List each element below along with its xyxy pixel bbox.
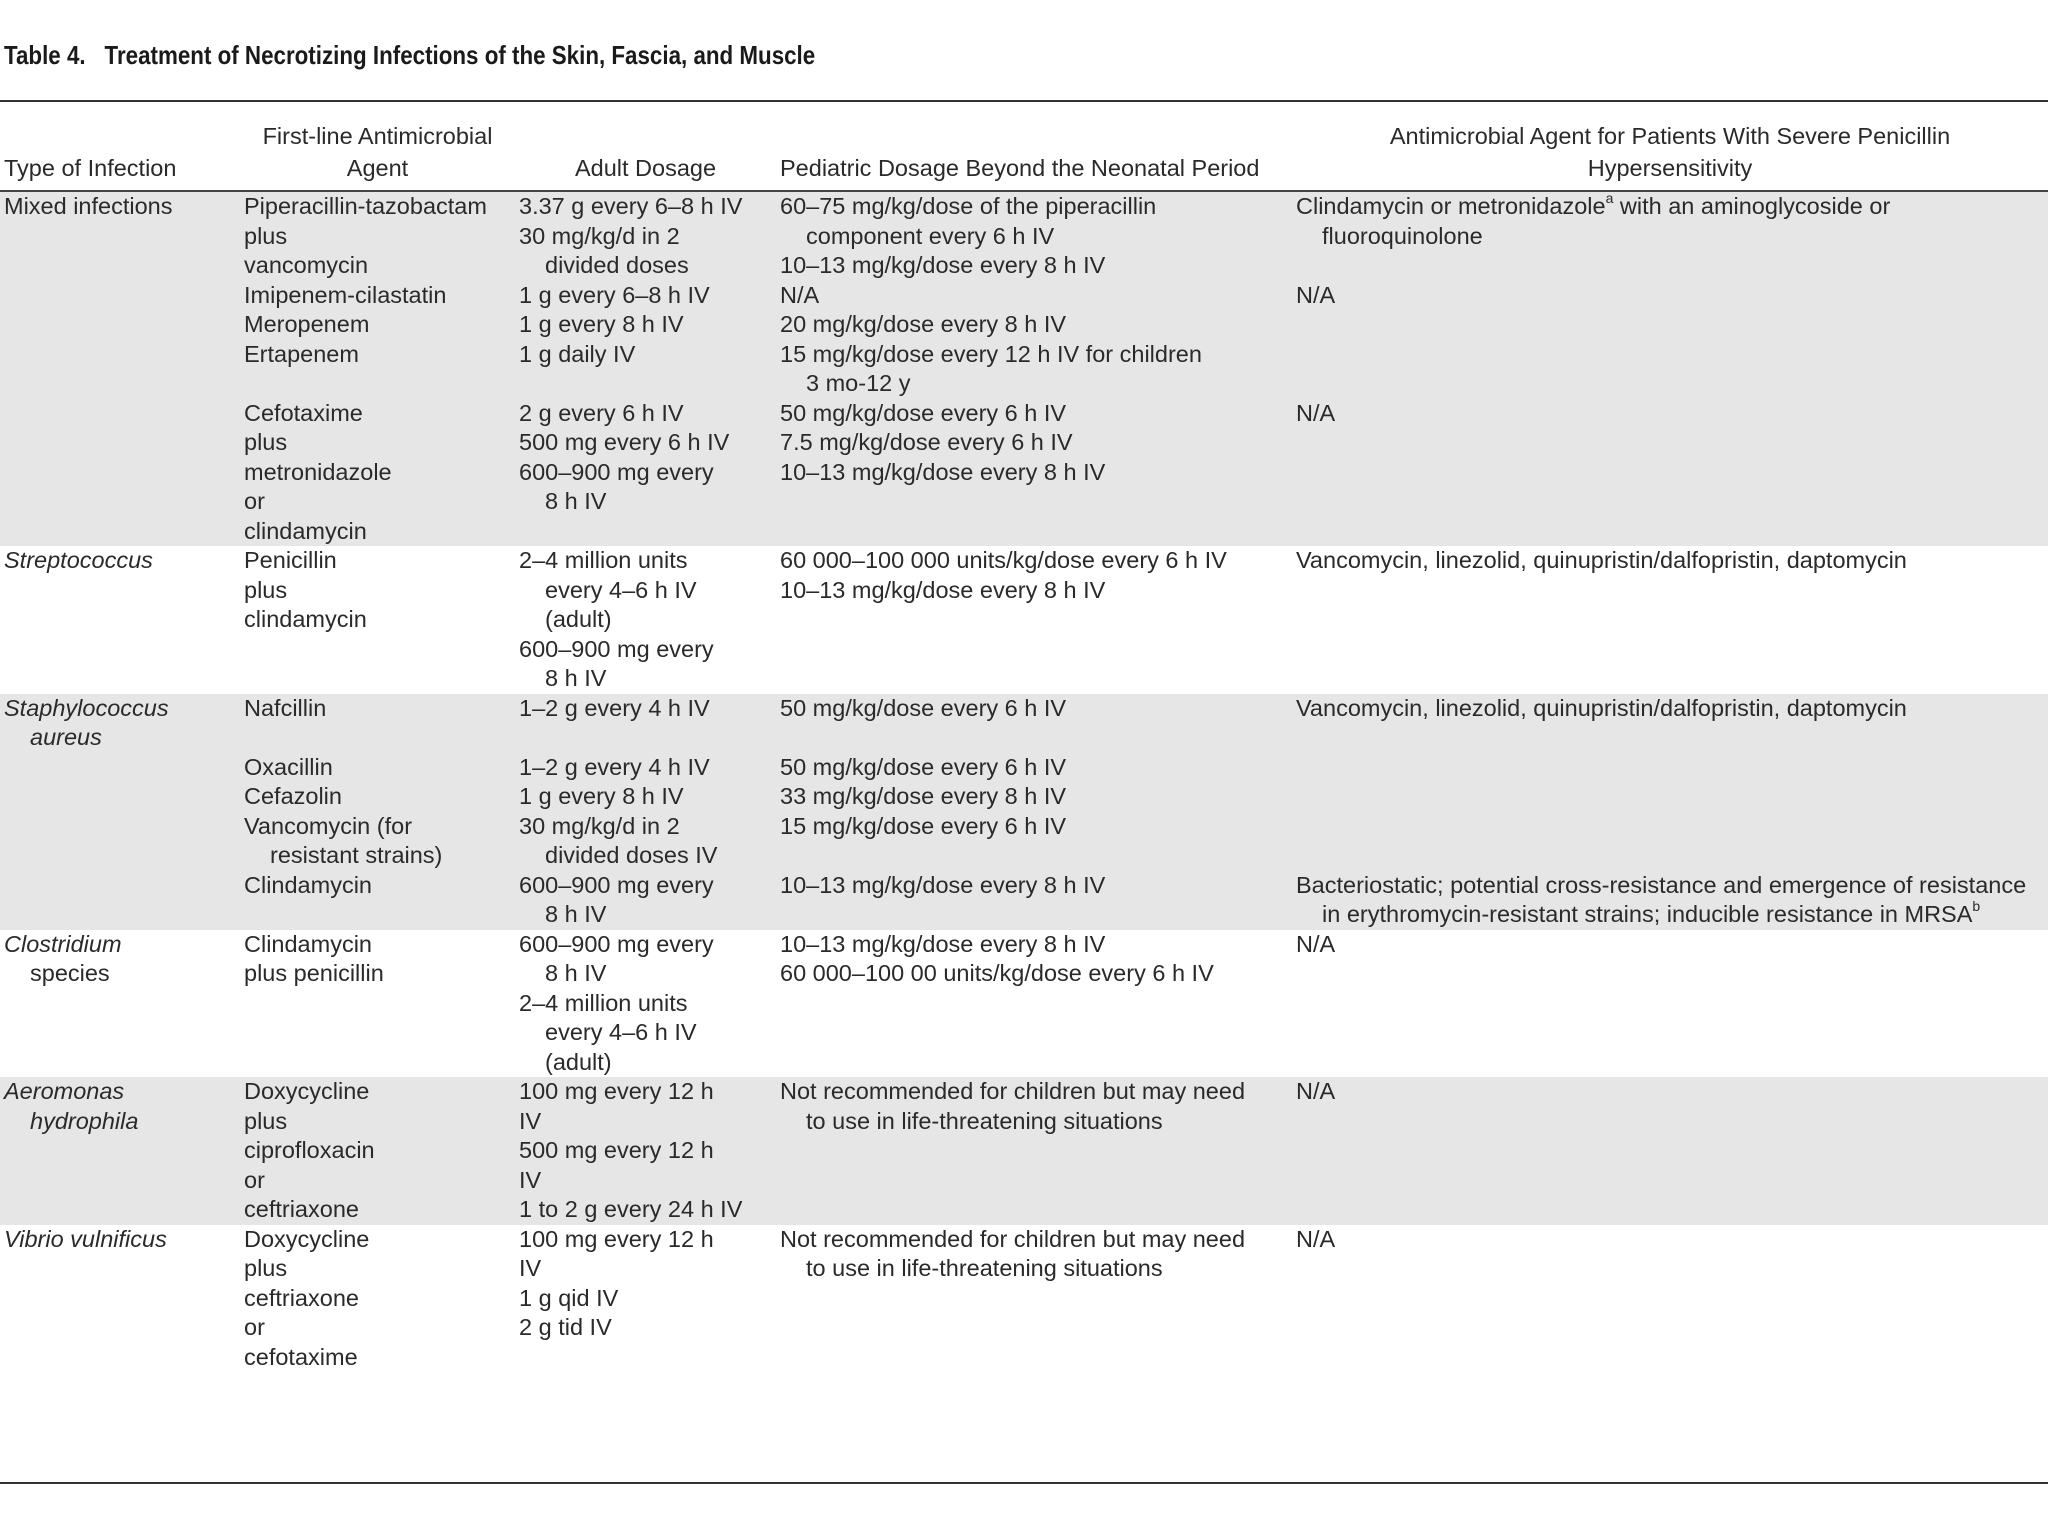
cell-adult-dosage [515, 930, 776, 1078]
cell-line: 2–4 million units [519, 989, 688, 1016]
table-caption: Treatment of Necrotizing Infections of the Skin, Fascia, and Muscle [104, 40, 816, 70]
cell-line: or [244, 1166, 265, 1193]
cell-line: 50 mg/kg/dose every 6 h IV [780, 753, 1067, 780]
header-adult: Adult Dosage [515, 102, 776, 191]
cell-pediatric-dosage [776, 1077, 1292, 1225]
cell-first-line-agent [240, 871, 515, 930]
cell-line: Doxycycline [244, 1225, 370, 1252]
cell-line: 50 mg/kg/dose every 6 h IV [780, 694, 1067, 721]
cell-pediatric-dosage [776, 281, 1292, 311]
cell-line: 10–13 mg/kg/dose every 8 h IV [780, 458, 1106, 485]
cell-first-line-agent [240, 546, 515, 694]
cell-line: vancomycin [244, 252, 369, 278]
cell-line: every 4–6 h IV [545, 1019, 697, 1045]
cell-line: 1 g every 8 h IV [519, 311, 684, 337]
cell-line: Imipenem-cilastatin [244, 281, 447, 308]
cell-adult-dosage [515, 694, 776, 753]
cell-infection-type [0, 930, 240, 1078]
cell-line: Cefotaxime [244, 399, 363, 426]
cell-pediatric-dosage [776, 191, 1292, 281]
cell-line: 8 h IV [545, 488, 607, 514]
cell-line: 3.37 g every 6–8 h IV [519, 193, 743, 219]
cell-adult-dosage [515, 191, 776, 281]
cell-adult-dosage [515, 340, 776, 399]
cell-line: Meropenem [244, 311, 370, 337]
cell-first-line-agent [240, 281, 515, 311]
infection-type-label: Staphylococcus aureus [4, 694, 169, 750]
table-row [0, 546, 2048, 694]
cell-adult-dosage [515, 281, 776, 311]
table-number: Table 4. [4, 40, 86, 70]
cell-adult-dosage [515, 310, 776, 340]
cell-line: resistant strains) [270, 842, 443, 868]
table-row [0, 1225, 2048, 1373]
cell-first-line-agent [240, 694, 515, 753]
cell-line: 8 h IV [545, 665, 607, 691]
cell-pediatric-dosage [776, 399, 1292, 547]
cell-line: to use in life-threatening situations [806, 1107, 1163, 1134]
cell-line: 600–900 mg every [519, 871, 714, 898]
cell-line: fluoroquinolone [1322, 222, 1483, 249]
cell-line: plus penicillin [244, 960, 384, 986]
cell-line: 33 mg/kg/dose every 8 h IV [780, 783, 1067, 809]
header-type: Type of Infection [0, 102, 240, 191]
cell-severe-hypersensitivity [1292, 310, 2048, 340]
cell-line: IV [519, 1107, 542, 1134]
cell-infection-type [0, 399, 240, 547]
cell-line: 60 000–100 000 units/kg/dose every 6 h IV [780, 547, 1227, 573]
cell-line: Vancomycin (for [244, 812, 413, 839]
footnote-marker: a [1605, 190, 1614, 207]
cell-line: 500 mg every 12 h [519, 1137, 714, 1163]
cell-line: 100 mg every 12 h [519, 1225, 714, 1252]
cell-severe-hypersensitivity [1292, 1225, 2048, 1373]
cell-line: every 4–6 h IV [545, 576, 697, 603]
cell-infection-type [0, 191, 240, 281]
cell-line: divided doses [545, 252, 689, 278]
cell-line: 1 g qid IV [519, 1284, 619, 1311]
cell-line: Penicillin [244, 547, 337, 573]
cell-infection-type [0, 340, 240, 399]
cell-line: 600–900 mg every [519, 635, 714, 662]
table-row [0, 191, 2048, 281]
cell-line: Oxacillin [244, 753, 333, 780]
cell-line: 15 mg/kg/dose every 6 h IV [780, 812, 1067, 839]
cell-severe-hypersensitivity [1292, 546, 2048, 694]
cell-pediatric-dosage [776, 753, 1292, 783]
cell-line: 1 g every 6–8 h IV [519, 281, 710, 308]
cell-line: plus [244, 1107, 288, 1134]
cell-line: 60 000–100 00 units/kg/dose every 6 h IV [780, 960, 1214, 986]
cell-severe-hypersensitivity [1292, 399, 2048, 547]
cell-line: 10–13 mg/kg/dose every 8 h IV [780, 252, 1106, 278]
cell-line: Clindamycin [244, 930, 372, 957]
cell-line: Clindamycin [244, 871, 372, 898]
cell-pediatric-dosage [776, 546, 1292, 694]
infection-type-label: Clostridium species [4, 930, 122, 986]
cell-line: 60–75 mg/kg/dose of the piperacillin [780, 193, 1157, 219]
cell-severe-hypersensitivity [1292, 782, 2048, 812]
cell-infection-type [0, 1077, 240, 1225]
cell-line: plus [244, 1255, 288, 1281]
header-severe: Antimicrobial Agent for Patients With Severe Penicillin Hypersensitivity [1292, 102, 2048, 191]
cell-severe-hypersensitivity [1292, 1077, 2048, 1225]
cell-line: 10–13 mg/kg/dose every 8 h IV [780, 871, 1106, 898]
cell-line: divided doses IV [545, 842, 718, 868]
cell-adult-dosage [515, 399, 776, 547]
cell-adult-dosage [515, 546, 776, 694]
cell-severe-hypersensitivity [1292, 812, 2048, 871]
cell-infection-type [0, 871, 240, 930]
table-row [0, 399, 2048, 547]
cell-severe-hypersensitivity [1292, 340, 2048, 399]
table-row [0, 930, 2048, 1078]
cell-line: IV [519, 1166, 542, 1193]
cell-adult-dosage [515, 1225, 776, 1373]
cell-infection-type [0, 546, 240, 694]
cell-line: 20 mg/kg/dose every 8 h IV [780, 311, 1067, 337]
cell-line: 1–2 g every 4 h IV [519, 753, 710, 780]
cell-pediatric-dosage [776, 871, 1292, 930]
cell-line: or [244, 488, 265, 514]
cell-line: 10–13 mg/kg/dose every 8 h IV [780, 930, 1106, 957]
cell-line: Not recommended for children but may need [780, 1078, 1246, 1104]
cell-adult-dosage [515, 871, 776, 930]
cell-line: 100 mg every 12 h [519, 1078, 714, 1104]
table-row [0, 753, 2048, 783]
cell-adult-dosage [515, 1077, 776, 1225]
cell-line: clindamycin [244, 517, 367, 544]
cell-pediatric-dosage [776, 310, 1292, 340]
cell-line: N/A [1296, 399, 1336, 426]
cell-line: ceftriaxone [244, 1196, 359, 1222]
cell-line: 50 mg/kg/dose every 6 h IV [780, 399, 1067, 426]
cell-first-line-agent [240, 753, 515, 783]
severe-text-continued: with an aminoglycoside or [1613, 193, 1891, 219]
cell-line: 1 to 2 g every 24 h IV [519, 1196, 743, 1222]
cell-line: 30 mg/kg/d in 2 [519, 812, 680, 839]
table-row [0, 281, 2048, 311]
cell-line: N/A [1296, 281, 1336, 308]
cell-line: 1 g every 8 h IV [519, 783, 684, 809]
cell-line: ceftriaxone [244, 1284, 359, 1311]
cell-line: Bacteriostatic; potential cross-resistance and emergence of resistance [1296, 871, 2027, 898]
cell-infection-type [0, 310, 240, 340]
cell-adult-dosage [515, 782, 776, 812]
cell-pediatric-dosage [776, 782, 1292, 812]
cell-infection-type [0, 753, 240, 783]
cell-line: IV [519, 1255, 542, 1281]
cell-line: 8 h IV [545, 901, 607, 927]
cell-pediatric-dosage [776, 930, 1292, 1078]
table-title [4, 40, 815, 71]
cell-line: Doxycycline [244, 1078, 370, 1104]
infection-type-label: Streptococcus [4, 547, 153, 573]
header-first-line: First-line Antimicrobial Agent [240, 102, 515, 191]
cell-first-line-agent [240, 782, 515, 812]
cell-line: N/A [780, 281, 820, 308]
cell-line: clindamycin [244, 606, 367, 632]
cell-pediatric-dosage [776, 1225, 1292, 1373]
cell-infection-type [0, 1225, 240, 1373]
cell-severe-hypersensitivity [1292, 281, 2048, 311]
cell-line: N/A [1296, 1078, 1336, 1104]
cell-line: plus [244, 222, 288, 249]
table-row [0, 871, 2048, 930]
cell-first-line-agent [240, 310, 515, 340]
cell-first-line-agent [240, 399, 515, 547]
cell-first-line-agent [240, 340, 515, 399]
cell-infection-type [0, 782, 240, 812]
cell-line: plus [244, 576, 288, 603]
cell-pediatric-dosage [776, 694, 1292, 753]
cell-line: metronidazole [244, 458, 392, 485]
cell-pediatric-dosage [776, 812, 1292, 871]
cell-first-line-agent [240, 812, 515, 871]
cell-line: 3 mo-12 y [806, 370, 911, 396]
cell-severe-hypersensitivity [1292, 694, 2048, 753]
cell-first-line-agent [240, 1077, 515, 1225]
cell-line: 2 g every 6 h IV [519, 399, 684, 426]
cell-line: 2–4 million units [519, 547, 688, 573]
table-row [0, 340, 2048, 399]
cell-line: Nafcillin [244, 694, 327, 721]
cell-first-line-agent [240, 930, 515, 1078]
cell-line: 600–900 mg every [519, 458, 714, 485]
cell-line: Clindamycin or metronidazole$^a$ with an aminoglycoside or [1296, 190, 1891, 219]
cell-adult-dosage [515, 753, 776, 783]
table-row [0, 694, 2048, 753]
cell-severe-hypersensitivity [1292, 930, 2048, 1078]
table-row [0, 1077, 2048, 1225]
table-row [0, 310, 2048, 340]
cell-line: 1–2 g every 4 h IV [519, 694, 710, 721]
cell-line: ciprofloxacin [244, 1137, 375, 1163]
infection-type-label: Vibrio vulnificus [4, 1225, 167, 1252]
cell-line: (adult) [545, 606, 612, 632]
cell-first-line-agent [240, 1225, 515, 1373]
infection-type-label: Aeromonas hydrophila [4, 1078, 139, 1134]
cell-line: 2 g tid IV [519, 1314, 612, 1340]
cell-line: cefotaxime [244, 1343, 358, 1370]
cell-line: 500 mg every 6 h IV [519, 429, 730, 455]
cell-line: 10–13 mg/kg/dose every 8 h IV [780, 576, 1106, 603]
cell-severe-hypersensitivity [1292, 753, 2048, 783]
cell-adult-dosage [515, 812, 776, 871]
cell-line: in erythromycin-resistant strains; inducible resistance in MRSA$^b$ [1322, 898, 1981, 927]
cell-first-line-agent [240, 191, 515, 281]
cell-severe-hypersensitivity [1292, 191, 2048, 281]
header-pediatric: Pediatric Dosage Beyond the Neonatal Period [776, 102, 1292, 191]
cell-infection-type [0, 812, 240, 871]
cell-line: 1 g daily IV [519, 340, 636, 367]
cell-line: Vancomycin, linezolid, quinupristin/dalfopristin, daptomycin [1296, 694, 1907, 721]
cell-line: 15 mg/kg/dose every 12 h IV for children [780, 340, 1202, 367]
cell-line: Cefazolin [244, 783, 342, 809]
cell-pediatric-dosage [776, 340, 1292, 399]
cell-severe-hypersensitivity [1292, 871, 2048, 930]
cell-line: 7.5 mg/kg/dose every 6 h IV [780, 429, 1073, 455]
bottom-rule [0, 1482, 2048, 1484]
cell-infection-type [0, 694, 240, 753]
cell-line: to use in life-threatening situations [806, 1255, 1163, 1281]
infection-type-label: Mixed infections [4, 193, 173, 219]
cell-line: Not recommended for children but may need [780, 1225, 1246, 1252]
cell-line: 8 h IV [545, 960, 607, 986]
cell-line: or [244, 1314, 265, 1340]
cell-line: component every 6 h IV [806, 222, 1055, 249]
cell-line: (adult) [545, 1048, 612, 1075]
cell-line: Vancomycin, linezolid, quinupristin/dalfopristin, daptomycin [1296, 547, 1907, 573]
cell-infection-type [0, 281, 240, 311]
cell-line: N/A [1296, 930, 1336, 957]
cell-line: N/A [1296, 1225, 1336, 1252]
table-row [0, 782, 2048, 812]
treatment-table [0, 102, 2048, 1372]
table-row [0, 812, 2048, 871]
cell-line: 30 mg/kg/d in 2 [519, 222, 680, 249]
table-body [0, 191, 2048, 1372]
cell-line: Piperacillin-tazobactam [244, 193, 487, 219]
header-row [0, 102, 2048, 191]
cell-line: 600–900 mg every [519, 930, 714, 957]
cell-line: plus [244, 429, 288, 455]
footnote-marker: b [1972, 898, 1981, 915]
cell-line: Ertapenem [244, 340, 359, 367]
